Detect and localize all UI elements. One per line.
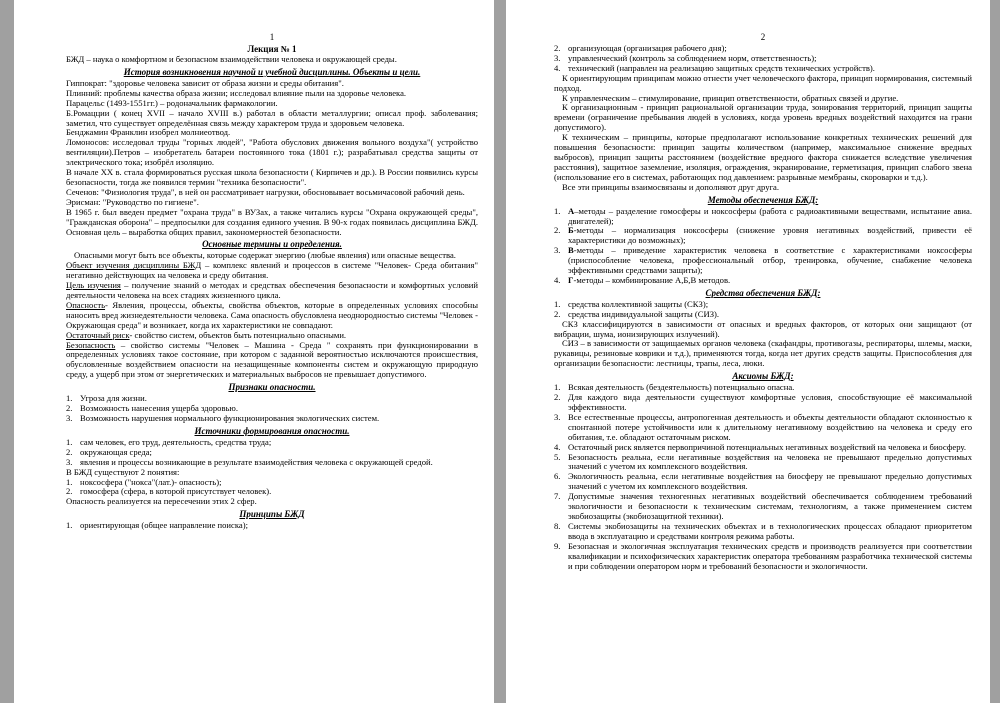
list-item: 3. управленческий (контроль за соблюдением норм, ответственность); [554, 52, 817, 63]
term-text: - свойство систем, объектов быть потенциально опасными. [129, 329, 347, 340]
term-definition [66, 301, 478, 331]
list-item: 4. Г-методы – комбинирование А,Б,В методов. [554, 274, 731, 285]
list-item: 9. Безопасная и экологичная эксплуатация технических средств и производств реализуется при соответствии квалификации и психофизических характеристик оператора требованиям разработчика технической системы и при соблюдении оператором норм и требований безопасности и экологичности. [554, 540, 972, 571]
history-paragraph: Ломоносов: исследовал труды "горных людей", "Работа обуслових движения вольного воздуха"( устройство вентиляции).Петров – изобретатель батареи постоянного тока (1801 г.); разрабатывал средства защиты от электрического тока; изобрёл изоляцию. [66, 137, 478, 168]
document-page-2 [506, 0, 990, 703]
list-item: 3. явления и процессы возникающие в результате взаимодействия человека с окружающей средой. [66, 456, 433, 467]
concepts-intro: В БЖД существуют 2 понятия: [66, 466, 180, 477]
term-name: Объект изучения дисциплины БЖД [66, 260, 202, 271]
list-item: 8. Системы экобиозащиты на технических объектах и в технологических процессах обладают приоритетом ввода в эксплуатацию и средствами контроля режима работы. [554, 520, 972, 541]
principles-paragraph: К техническим – принципы, которые предполагают использование конкретных технических решений для повышения безопасности: принцип защиты количеством (например, максимальное снижение вредных выбросов), принцип защиты расстоянием (воздействие вредного фактора снижается вследствие увеличения расстояния), защитное заземление, изоляция, ограждения, экранирование, герметизация, принцип слабого звена (использование его в системах, работающих под давлением: разрывные мембраны, скороварки и т.д.). [554, 132, 972, 182]
principles-paragraph: К управленческим – стимулирование, принцип ответственности, обратных связей и другие. [562, 92, 899, 103]
term-text: – свойство системы "Человек – Машина - Среда " сохранять при функционировании в определенных условиях такое состояние, при котором с заданной вероятностью исключаются происшествия, обусловленные воздействием опасности на незащищенные компоненты систем и окружающую природную среду, а ущерб при этом от энергетических и материальных выбросов не превышает допустимого. [66, 339, 478, 380]
list-item: 4. Остаточный риск является первопричиной потенциальных негативных воздействий на человека и биосферу. [554, 441, 966, 452]
list-item: 3. Все естественные процессы, антропогенная деятельность и объекты деятельности обладают склонностью к спонтанной потере устойчивости или к длительному негативному воздействию на человека и среду его обитания, т.е. обладают остаточным риском. [554, 411, 972, 442]
sources-heading: Источники формирования опасности. [194, 425, 350, 436]
signs-heading: Признаки опасности. [228, 382, 316, 393]
means-paragraph: СКЗ классифицируются в зависимости от опасных и вредных факторов, от которых они защищают (от вибрации, шума, ионизирующих излучений). [554, 318, 972, 339]
lecture-title: Лекция № 1 [247, 44, 297, 54]
terms-heading: Основные термины и определения. [202, 239, 342, 250]
term-definition [66, 341, 478, 381]
means-heading: Средства обеспечения БЖД: [705, 287, 821, 298]
history-paragraph: В 1965 г. был введен предмет "охрана труда" в ВУЗах, а также читались курсы "Охрана окружающей среды", "Гражданская оборона" – предпосылки для создания единого учения. В 90-х годах появилась дисциплина БЖД. Основная цель – выработка общих правил, закономерностей безопасности. [66, 206, 478, 237]
list-item: 4. технический (направлен на реализацию защитных средств технических устройств). [554, 62, 875, 73]
list-item: 2. Б-методы – нормализация ноксосферы (снижение уровня негативных воздействий, привести её характеристики до возможных); [554, 225, 972, 246]
list-item: 1. А–методы – разделение гомосферы и ноксосферы (работа с радиоактивными веществами, испытание авиа. двигателей); [554, 205, 972, 226]
history-paragraph: Гиппократ: "здоровье человека зависит от образа жизни и среды обитания". [66, 77, 344, 88]
principles-paragraph: К ориентирующим принципам можно отнести учет человеческого фактора, принцип нормирования, системный подход. [554, 72, 972, 93]
concepts-outro: Опасность реализуется на пересечении этих 2 сфер. [66, 496, 257, 507]
means-paragraph: СИЗ – в зависимости от защищаемых органов человека (скафандры, противогазы, респираторы, шлемы, маски, рукавицы, резиновые коврики и т.д.), применяются тогда, когда нет других средств защиты. Приспособления для организации безопасности: лестницы, трапы, леса, люки. [554, 338, 972, 369]
history-paragraph: Б.Ромацции ( конец XVII – начало XVIII в.) работал в области металлургии; описал проф. заболевания; заметил, что существует определённая связь между характером труда и здоровьем человека. [66, 107, 478, 128]
term-text: – получение знаний о методах и средствах обеспечения безопасности и комфортных условий деятельности человека на всех стадиях жизненного цикла. [66, 280, 478, 301]
history-paragraph: В начале XX в. стала формироваться русская школа безопасности ( Кирпичев и др.). В России появились курсы безопасности, тогда же появился термин "техника безопасности". [66, 167, 478, 187]
term-definition [66, 281, 478, 301]
history-heading: История возникновения научной и учебной дисциплины. Объекты и цели. [123, 66, 421, 77]
list-item: 2. Для каждого вида деятельности существуют комфортные условия, способствующие её максимальной эффективности. [554, 392, 972, 412]
term-name: Опасность [66, 299, 106, 310]
page-number: 2 [760, 32, 766, 42]
list-item: 7. Допустимые значения техногенных негативных воздействий обеспечивается соблюдением требований экологичности и безопасности к техническим системам, технологиям, а также применением систем экобиозащиты (экобиозащитной техники). [554, 491, 972, 521]
history-paragraph: Бенджамин Франклин изобрел молниеотвод. [66, 127, 231, 138]
list-item: 2. окружающая среда; [66, 446, 152, 457]
principles-paragraph: Все эти принципы взаимосвязаны и дополняют друг друга. [562, 181, 779, 192]
list-item: 2. Возможность нанесения ущерба здоровью. [66, 403, 238, 414]
page-number: 1 [269, 32, 275, 42]
list-item: 1. Угроза для жизни. [66, 393, 147, 404]
list-item: 1. Всякая деятельность (бездеятельность) потенциально опасна. [554, 382, 795, 393]
history-paragraph: Эрисман: "Руководство по гигиене". [66, 196, 199, 207]
term-name: Цель изучения [66, 280, 121, 291]
term-text: - Явления, процессы, объекты, свойства объектов, которые в определенных условиях способны наносить вред жизнедеятельности человека. Сама опасность обусловлена неоднородностью системы "Человек - Окружающая среда" и возникает, когда их характеристики не совпадают. [66, 299, 478, 330]
term-name: Безопасность [66, 339, 116, 350]
list-item: 1. ноксосфера ("нокса"(лат.)- опасность); [66, 476, 222, 487]
term-definition [66, 261, 478, 281]
list-item: 1. средства коллективной защиты (СКЗ); [554, 298, 709, 309]
document-page-1 [14, 0, 494, 703]
term-name: Остаточный риск [66, 329, 130, 340]
list-item: 2. средства индивидуальной защиты (СИЗ). [554, 308, 720, 319]
list-item: 2. гомосфера (сфера, в которой присутствует человек). [66, 486, 272, 497]
term-text: – комплекс явлений и процессов в системе "Человек- Среда обитания" негативно действующих на человека и среду обитания. [66, 260, 478, 281]
list-item: 6. Экологичность реальна, если негативные воздействия на биосферу не превышают предельно допустимых значений с учетом их комплексного воздействия. [554, 471, 972, 492]
axioms-heading: Аксиомы БЖД: [732, 371, 794, 382]
history-paragraph: Сеченов: "Физиология труда", в ней он рассматривает нагрузки, обосновывает восьмичасовой рабочий день. [66, 186, 465, 197]
principles-paragraph: К организационным - принцип рациональной организации труда, зонирования территорий, принцип защиты времени (ограничение пребывания людей в условиях, когда уровень вредных воздействий находится на грани допустимого). [554, 102, 972, 133]
intro-paragraph: БЖД – наука о комфортном и безопасном взаимодействии человека и окружающей среды. [66, 54, 397, 64]
principles-heading: Принципы БЖД [239, 509, 305, 520]
list-item: 1. ориентирующая (общее направление поиска); [66, 520, 248, 531]
list-item: 5. Безопасность реальна, если негативные воздействия на человека не превышают предельно допустимых значений с учетом их комплексного воздействия. [554, 451, 972, 472]
history-paragraph: Парацельс (1493-1551гг.) – родоначальник фармакологии. [66, 97, 278, 108]
list-item: 3. В-методы – приведение характеристик человека в соответствие с характеристиками ноксосферы (приспособление человека, профессиональный отбор, тренировка, обучение, снабжение человека эффективными средствами защиты); [554, 245, 972, 276]
methods-heading: Методы обеспечения БЖД: [707, 194, 819, 205]
terms-intro: Опасными могут быть все объекты, которые содержат энергию (любые явления) или опасные вещества. [74, 250, 456, 261]
list-item: 3. Возможность нарушения нормального функционирования экологических систем. [66, 413, 380, 423]
history-paragraph: Плинний: проблемы качества образа жизни; исследовал влияние пыли на здоровье человека. [66, 87, 407, 98]
list-item: 1. сам человек, его труд, деятельность, средства труда; [66, 436, 272, 447]
list-item: 2. организующая (организация рабочего дня); [554, 43, 727, 53]
